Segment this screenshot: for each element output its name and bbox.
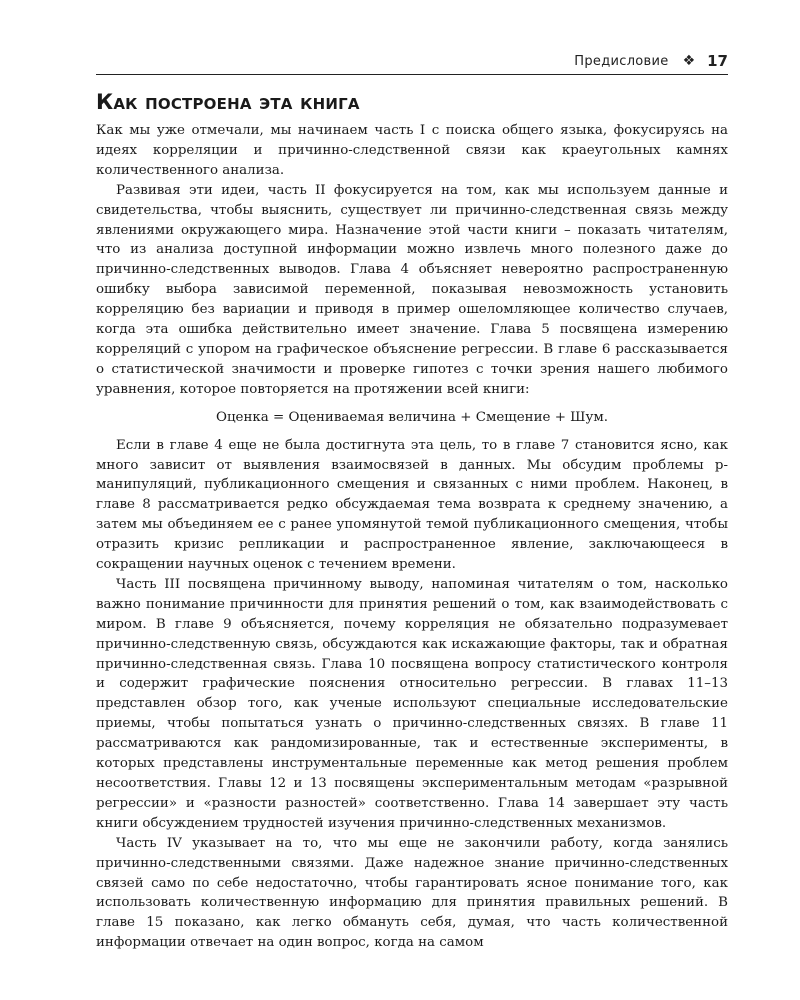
paragraph-5: Часть IV указывает на то, что мы еще не закончили работу, когда занялись причинно-следственными связями. Даже надежное знание причинно-следственных связей само по себе недостаточно, чтобы гарантировать ясное понимание того, как использовать количественную информацию для принятия правильных решений. В главе 15 показано, как легко обмануть себя, думая, что часть количественной информации отвечает на один вопрос, когда на самом — [96, 835, 728, 951]
paragraph-3: Если в главе 4 еще не была достигнута эта цель, то в главе 7 становится ясно, как много зависит от выявления взаимосвязей в данных. Мы обсудим проблемы p-манипуляций, публикационного смещения и связанных с ними проблем. Наконец, в главе 8 рассматривается редко обсуждаемая тема возврата к среднему значению, а затем мы объединяем ее с ранее упомянутой темой публикационного смещения, чтобы отразить кризис репликации и распространенное явление, заключающееся в сокращении научных оценок с течением времени. — [96, 437, 728, 573]
section-heading: Как построена эта книга — [96, 90, 360, 114]
paragraph-1: Как мы уже отмечали, мы начинаем часть I с поиска общего языка, фокусируясь на идеях корреляции и причинно-следственной связи как краеугольных камнях количественного анализа. — [96, 123, 728, 178]
running-head — [96, 50, 728, 72]
equation: Оценка = Оцениваемая величина + Смещение + Шум. — [215, 409, 609, 425]
paragraph-4: Часть III посвящена причинному выводу, напоминая читателям о том, насколько важно понимание причинности для принятия решений о том, как взаимодействовать с миром. В главе 9 объясняется, почему корреляция не обязательно подразумевает причинно-следственную связь, обсуждаются как искажающие факторы, так и обратная причинно-следственная связь. Глава 10 посвящена вопросу статистического контроля и содержит графические пояснения относительно регрессии. В главах 11–13 представлен обзор того, как ученые используют специальные исследовательские приемы, чтобы попытаться узнать о причинно-следственных связях. В главе 11 рассматриваются как рандомизированные, так и естественные эксперименты, в которых представлены инструментальные переменные как метод решения проблем несоответствия. Главы 12 и 13 посвящены экспериментальным методам «разрывной регрессии» и «разности разностей» соответственно. Глава 14 завершает эту часть книги обсуждением трудностей изучения причинно-следственных механизмов. — [96, 576, 728, 831]
body-text — [96, 121, 728, 953]
header-rule — [96, 74, 728, 75]
ornament-icon: ❖ — [682, 53, 696, 69]
paragraph-2: Развивая эти идеи, часть II фокусируется на том, как мы используем данные и свидетельства, чтобы выяснить, существует ли причинно-следственная связь между явлениями окружающего мира. Назначение этой части книги – показать читателям, что из анализа доступной информации можно извлечь много полезного даже до причинно-следственных выводов. Глава 4 объясняет невероятно распространенную ошибку выбора зависимой переменной, показывая невозможность установить корреляцию без вариации и приводя в пример ошеломляющее количество случаев, когда эта ошибка действительно имеет значение. Глава 5 посвящена измерению корреляций с упором на графическое объяснение регрессии. В главе 6 рассказывается о статистической значимости и проверке гипотез с точки зрения нашего любимого уравнения, которое повторяется на протяжении всей книги: — [96, 182, 728, 397]
running-head-section: Предисловие — [574, 53, 669, 69]
page-number: 17 — [707, 52, 728, 70]
